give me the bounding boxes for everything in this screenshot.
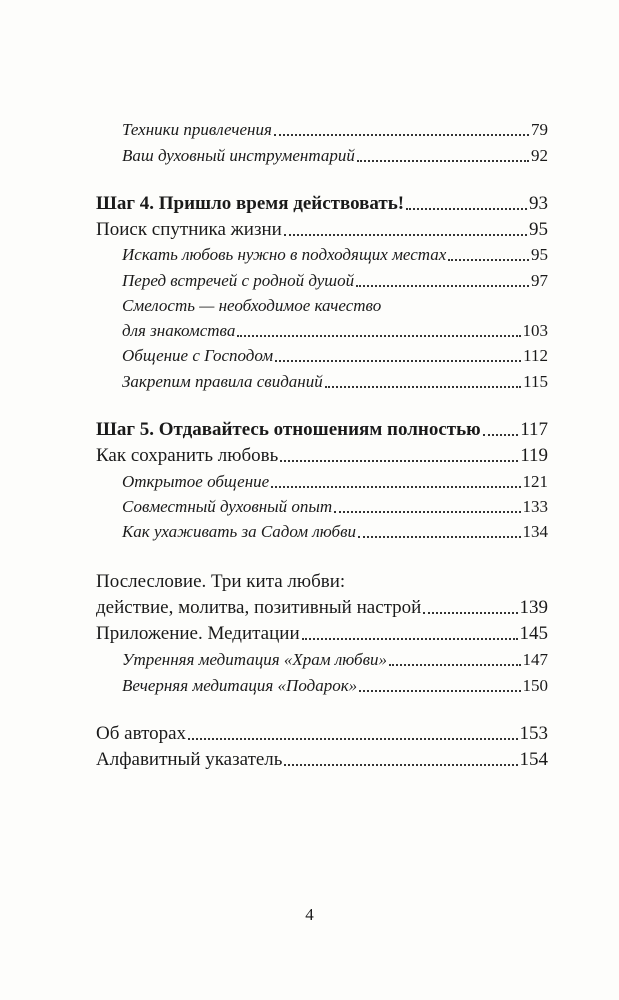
toc-entry-page: 115 bbox=[523, 372, 548, 391]
toc-section-page: 153 bbox=[519, 723, 548, 744]
toc-section-title: Как сохранить любовь bbox=[96, 445, 279, 466]
toc-section[interactable] bbox=[96, 596, 548, 620]
toc-entry-title: Совместный духовный опыт bbox=[122, 497, 333, 516]
toc-entry-title: Открытое общение bbox=[122, 472, 270, 491]
page-number: 4 bbox=[305, 905, 314, 924]
toc-section-page: 95 bbox=[529, 219, 548, 240]
toc-entry[interactable] bbox=[122, 674, 548, 698]
toc-entry[interactable] bbox=[122, 495, 548, 519]
dot-leader bbox=[406, 207, 527, 210]
dot-leader bbox=[302, 637, 518, 640]
toc-section-title: Об авторах bbox=[96, 723, 187, 744]
toc-entry-page: 97 bbox=[531, 271, 548, 290]
toc-section[interactable] bbox=[96, 622, 548, 646]
toc-entry[interactable] bbox=[122, 319, 548, 343]
toc-entry-title: Ваш духовный инструментарий bbox=[122, 146, 355, 165]
toc-section-title: Алфавитный указатель bbox=[96, 749, 283, 770]
toc-entry-page: 92 bbox=[531, 146, 548, 165]
toc-entry-title: Вечерняя медитация «Подарок» bbox=[122, 676, 358, 695]
toc-entry-page: 112 bbox=[523, 346, 548, 365]
toc-entry-page: 150 bbox=[522, 676, 548, 695]
dot-leader bbox=[448, 258, 529, 261]
toc-entry[interactable] bbox=[122, 370, 548, 394]
dot-leader bbox=[274, 133, 529, 136]
dot-leader bbox=[357, 159, 529, 162]
dot-leader bbox=[389, 663, 521, 666]
dot-leader bbox=[284, 233, 527, 236]
toc-section-title: действие, молитва, позитивный настрой bbox=[96, 597, 422, 618]
toc-section-line[interactable] bbox=[96, 570, 548, 594]
toc-entry[interactable] bbox=[122, 243, 548, 267]
toc-entry[interactable] bbox=[122, 144, 548, 168]
toc-section-page: 154 bbox=[519, 749, 548, 770]
toc-section-page: 145 bbox=[519, 623, 548, 644]
dot-leader bbox=[483, 433, 519, 436]
toc-entry-title: Искать любовь нужно в подходящих местах bbox=[122, 245, 447, 264]
toc-entry-title: Общение с Господом bbox=[122, 346, 274, 365]
toc-section-title: Поиск спутника жизни bbox=[96, 219, 282, 240]
toc-section-title: Послесловие. Три кита любви: bbox=[96, 571, 346, 592]
toc-entry-title: Техники привлечения bbox=[122, 120, 272, 139]
toc-entry[interactable] bbox=[122, 118, 548, 142]
toc-entry-title: Перед встречей с родной душой bbox=[122, 271, 355, 290]
toc-entry-title: Утренняя медитация «Храм любви» bbox=[122, 650, 387, 669]
dot-leader bbox=[423, 611, 517, 614]
toc-section[interactable] bbox=[96, 444, 548, 468]
toc-section[interactable] bbox=[96, 722, 548, 746]
toc-section-page: 119 bbox=[520, 445, 548, 466]
toc-entry-title: Закрепим правила свиданий bbox=[122, 372, 323, 391]
toc-entry[interactable] bbox=[122, 648, 548, 672]
toc-entry-page: 121 bbox=[522, 472, 548, 491]
toc-chapter-title: Шаг 4. Пришло время действовать! bbox=[96, 193, 405, 214]
toc-entry[interactable] bbox=[122, 470, 548, 494]
dot-leader bbox=[356, 284, 529, 287]
toc-section-title: Приложение. Медитации bbox=[96, 623, 300, 644]
dot-leader bbox=[237, 334, 520, 337]
toc-entry[interactable] bbox=[122, 520, 548, 544]
toc-chapter-page: 117 bbox=[520, 419, 548, 440]
toc-entry-page: 133 bbox=[522, 497, 548, 516]
toc-entry-page: 134 bbox=[522, 522, 548, 541]
toc-section[interactable] bbox=[96, 218, 548, 242]
toc-entry-page: 79 bbox=[531, 120, 548, 139]
toc-entry[interactable] bbox=[122, 344, 548, 368]
dot-leader bbox=[358, 535, 521, 538]
toc-chapter-title: Шаг 5. Отдавайтесь отношениям полностью bbox=[96, 419, 481, 440]
toc-entry-title: Смелость — необходимое качество bbox=[122, 296, 382, 315]
dot-leader bbox=[275, 359, 521, 362]
toc-section[interactable] bbox=[96, 748, 548, 772]
toc-entry-line[interactable] bbox=[122, 294, 548, 318]
toc-chapter[interactable] bbox=[96, 192, 548, 216]
dot-leader bbox=[271, 485, 520, 488]
toc-entry-title: Как ухаживать за Садом любви bbox=[122, 522, 356, 541]
dot-leader bbox=[359, 689, 520, 692]
dot-leader bbox=[188, 737, 517, 740]
toc-entry-page: 95 bbox=[531, 245, 548, 264]
toc-entry[interactable] bbox=[122, 269, 548, 293]
dot-leader bbox=[284, 763, 517, 766]
toc-entry-title: для знакомства bbox=[122, 321, 236, 340]
toc-section-page: 139 bbox=[519, 597, 548, 618]
dot-leader bbox=[280, 459, 518, 462]
toc-chapter[interactable] bbox=[96, 418, 548, 442]
toc-entry-page: 147 bbox=[522, 650, 548, 669]
toc-entry-page: 103 bbox=[522, 321, 548, 340]
toc-chapter-page: 93 bbox=[529, 193, 548, 214]
dot-leader bbox=[334, 510, 520, 513]
dot-leader bbox=[325, 385, 521, 388]
